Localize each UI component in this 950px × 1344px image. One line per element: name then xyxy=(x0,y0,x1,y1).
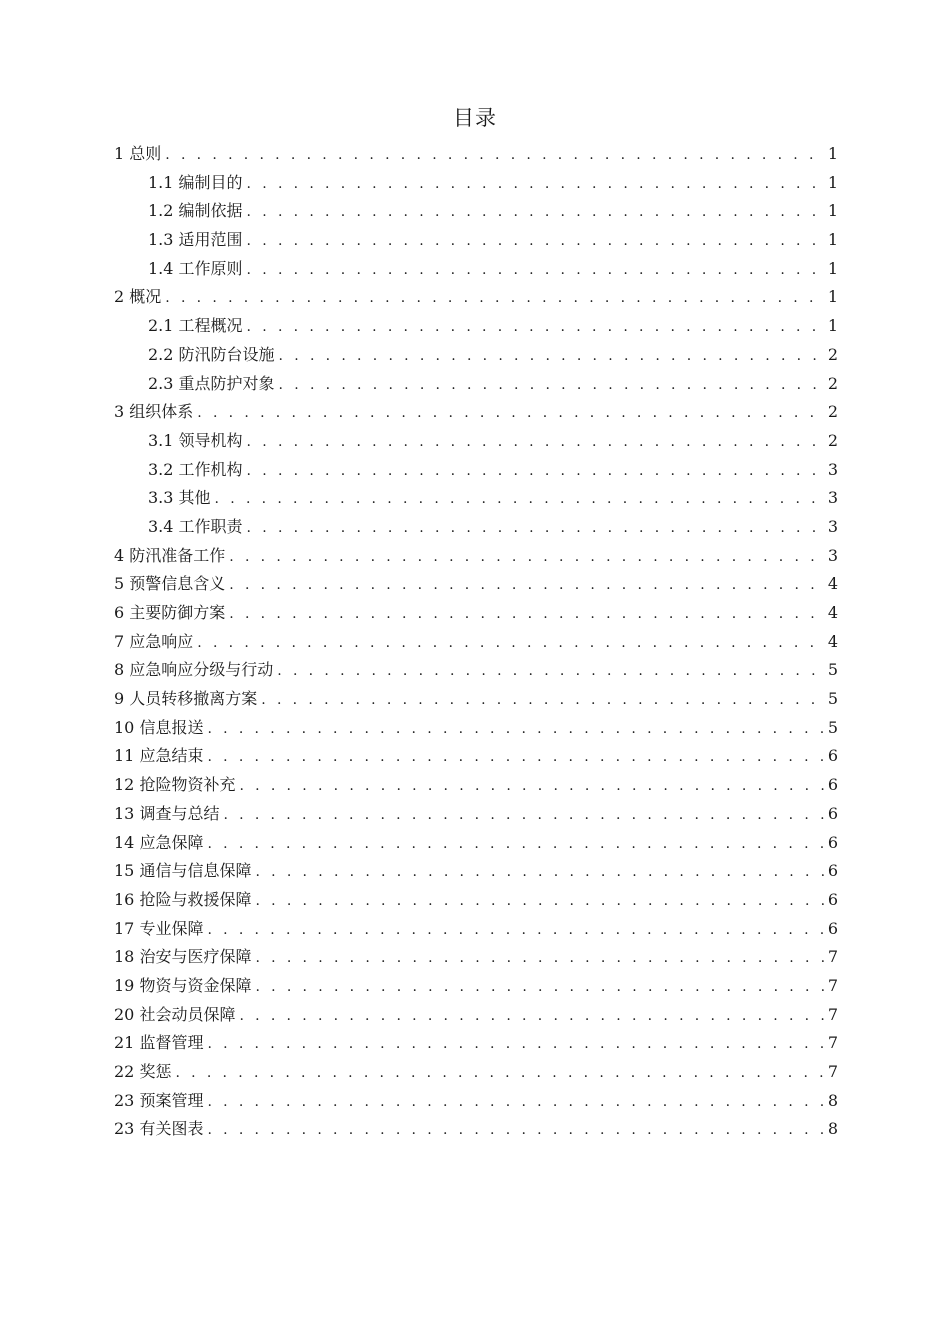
toc-entry-label: 23 有关图表 xyxy=(114,1119,204,1139)
toc-dot-leader xyxy=(215,485,824,514)
toc-entry[interactable] xyxy=(114,714,838,743)
toc-page-number: 6 xyxy=(827,918,838,938)
toc-entry[interactable] xyxy=(114,857,838,886)
toc-page-number: 7 xyxy=(827,1033,838,1053)
toc-dot-leader xyxy=(261,686,824,715)
toc-entry-label: 10 信息报送 xyxy=(114,717,204,737)
toc-dot-leader xyxy=(255,973,823,1002)
toc-dot-leader xyxy=(247,514,824,543)
toc-entry-label: 3.4 工作职责 xyxy=(148,516,243,536)
toc-entry-label: 1.1 编制目的 xyxy=(148,172,243,192)
toc-entry-label: 7 应急响应 xyxy=(114,631,194,651)
toc-page-number: 2 xyxy=(827,344,838,364)
toc-dot-leader xyxy=(197,629,824,658)
toc-dot-leader xyxy=(247,428,824,457)
toc-entry-label: 3.2 工作机构 xyxy=(148,459,243,479)
toc-page-number: 7 xyxy=(827,947,838,967)
toc-entry[interactable] xyxy=(114,456,838,485)
toc-entry[interactable] xyxy=(114,1001,838,1030)
toc-entry[interactable] xyxy=(114,197,838,226)
toc-dot-leader xyxy=(247,313,824,342)
toc-dot-leader xyxy=(255,858,823,887)
toc-entry-label: 18 治安与医疗保障 xyxy=(114,947,252,967)
toc-page-number: 6 xyxy=(827,775,838,795)
toc-dot-leader xyxy=(207,1088,823,1117)
toc-entry-label: 11 应急结束 xyxy=(114,746,204,766)
toc-entry-label: 22 奖惩 xyxy=(114,1062,172,1081)
toc-page-number: 4 xyxy=(827,631,838,651)
toc-entry[interactable] xyxy=(114,1058,838,1087)
toc-page-number: 6 xyxy=(827,861,838,881)
toc-page-number: 7 xyxy=(827,1062,838,1081)
toc-entry[interactable] xyxy=(114,1115,838,1144)
toc-dot-leader xyxy=(279,371,824,400)
toc-dot-leader xyxy=(239,1002,823,1031)
toc-page-number: 1 xyxy=(827,201,838,221)
toc-page-number: 3 xyxy=(827,516,838,536)
toc-entry-label: 8 应急响应分级与行动 xyxy=(114,660,274,680)
toc-entry[interactable] xyxy=(114,398,838,427)
toc-entry-label: 23 预案管理 xyxy=(114,1090,204,1110)
toc-title: 目录 xyxy=(453,106,497,130)
toc-page-number: 4 xyxy=(827,603,838,622)
toc-entry[interactable] xyxy=(114,255,838,284)
toc-page-number: 5 xyxy=(827,689,838,709)
toc-entry[interactable] xyxy=(114,829,838,858)
toc-page-number: 2 xyxy=(827,373,838,393)
toc-entry-label: 2.1 工程概况 xyxy=(148,316,243,336)
toc-page-number: 1 xyxy=(827,258,838,278)
toc-entry-label: 17 专业保障 xyxy=(114,918,204,938)
toc-dot-leader xyxy=(255,887,823,916)
toc-entry[interactable] xyxy=(114,341,838,370)
toc-dot-leader xyxy=(229,543,824,572)
toc-page-number: 6 xyxy=(827,746,838,766)
toc-dot-leader xyxy=(197,399,824,428)
toc-dot-leader xyxy=(229,571,824,600)
toc-entry[interactable] xyxy=(114,800,838,829)
toc-entry[interactable] xyxy=(114,570,838,599)
toc-page-number: 3 xyxy=(827,488,838,508)
toc-dot-leader xyxy=(247,457,824,486)
toc-entry-label: 2.3 重点防护对象 xyxy=(148,373,275,393)
toc-entry[interactable] xyxy=(114,140,838,169)
toc-entry[interactable] xyxy=(114,1029,838,1058)
toc-entry-label: 6 主要防御方案 xyxy=(114,603,226,622)
toc-entry[interactable] xyxy=(114,886,838,915)
toc-page-number: 2 xyxy=(827,430,838,450)
toc-entry-label: 13 调查与总结 xyxy=(114,803,220,823)
toc-dot-leader xyxy=(247,227,824,256)
toc-page-number: 1 xyxy=(827,144,838,163)
toc-page-number: 8 xyxy=(827,1119,838,1139)
toc-entry[interactable] xyxy=(114,599,838,628)
toc-dot-leader xyxy=(239,772,823,801)
toc-entry-label: 14 应急保障 xyxy=(114,832,204,852)
toc-entry-label: 5 预警信息含义 xyxy=(114,574,226,594)
toc-page-number: 7 xyxy=(827,975,838,995)
toc-dot-leader xyxy=(207,1116,823,1145)
toc-dot-leader xyxy=(165,284,824,313)
toc-entry-label: 16 抢险与救援保障 xyxy=(114,889,252,909)
toc-dot-leader xyxy=(165,141,824,170)
toc-entry[interactable] xyxy=(114,169,838,198)
toc-entry[interactable] xyxy=(114,427,838,456)
toc-page-number: 8 xyxy=(827,1090,838,1110)
toc-page-number: 6 xyxy=(827,889,838,909)
toc-page-number: 7 xyxy=(827,1004,838,1024)
toc-dot-leader xyxy=(207,830,823,859)
toc-entry[interactable] xyxy=(114,312,838,341)
toc-page-number: 1 xyxy=(827,316,838,336)
toc-entry-label: 4 防汛准备工作 xyxy=(114,545,226,565)
toc-dot-leader xyxy=(279,342,824,371)
toc-entry[interactable] xyxy=(114,972,838,1001)
toc-entry[interactable] xyxy=(114,226,838,255)
toc-entry[interactable] xyxy=(114,513,838,542)
toc-dot-leader xyxy=(207,743,823,772)
toc-page-number: 6 xyxy=(827,803,838,823)
toc-entry[interactable] xyxy=(114,742,838,771)
toc-entry[interactable] xyxy=(114,915,838,944)
toc-page-number: 2 xyxy=(827,402,838,422)
toc-entry[interactable] xyxy=(114,943,838,972)
toc-entry[interactable] xyxy=(114,283,838,312)
toc-entry-label: 1.3 适用范围 xyxy=(148,230,243,250)
toc-entry-label: 3 组织体系 xyxy=(114,402,194,422)
toc-dot-leader xyxy=(255,944,823,973)
toc-entry-label: 1.4 工作原则 xyxy=(148,258,243,278)
toc-dot-leader xyxy=(229,600,824,629)
toc-dot-leader xyxy=(207,1030,823,1059)
toc-entry-label: 12 抢险物资补充 xyxy=(114,775,236,795)
toc-dot-leader xyxy=(223,801,823,830)
toc-entry-label: 21 监督管理 xyxy=(114,1033,204,1053)
toc-entry-label: 1.2 编制依据 xyxy=(148,201,243,221)
toc-entry-label: 9 人员转移撤离方案 xyxy=(114,689,258,709)
toc-page-number: 6 xyxy=(827,832,838,852)
toc-entry[interactable] xyxy=(114,484,838,513)
toc-entry-label: 20 社会动员保障 xyxy=(114,1004,236,1024)
toc-dot-leader xyxy=(175,1059,823,1088)
toc-page-number: 5 xyxy=(827,660,838,680)
toc-dot-leader xyxy=(247,170,824,199)
toc-page-number: 5 xyxy=(827,717,838,737)
toc-entry-label: 15 通信与信息保障 xyxy=(114,861,252,881)
toc-entry[interactable] xyxy=(114,1087,838,1116)
toc-entry[interactable] xyxy=(114,656,838,685)
toc-dot-leader xyxy=(207,715,823,744)
toc-dot-leader xyxy=(277,657,824,686)
toc-page-number: 1 xyxy=(827,230,838,250)
toc-dot-leader xyxy=(247,256,824,285)
toc-entry[interactable] xyxy=(114,542,838,571)
toc-entry-label: 3.1 领导机构 xyxy=(148,430,243,450)
toc-page-number: 3 xyxy=(827,459,838,479)
toc-entry[interactable] xyxy=(114,771,838,800)
toc-dot-leader xyxy=(247,198,824,227)
toc-entry-label: 19 物资与资金保障 xyxy=(114,975,252,995)
toc-entry-label: 3.3 其他 xyxy=(148,488,211,508)
toc-entry-label: 1 总则 xyxy=(114,144,162,163)
toc-entry[interactable] xyxy=(114,628,838,657)
toc-page-number: 1 xyxy=(827,287,838,307)
toc-entry-label: 2 概况 xyxy=(114,287,162,307)
toc-page-number: 3 xyxy=(827,545,838,565)
toc-entry[interactable] xyxy=(114,370,838,399)
table-of-contents xyxy=(114,140,838,1144)
toc-entry-label: 2.2 防汛防台设施 xyxy=(148,344,275,364)
toc-dot-leader xyxy=(207,916,823,945)
toc-entry[interactable] xyxy=(114,685,838,714)
toc-page-number: 4 xyxy=(827,574,838,594)
toc-page-number: 1 xyxy=(827,172,838,192)
